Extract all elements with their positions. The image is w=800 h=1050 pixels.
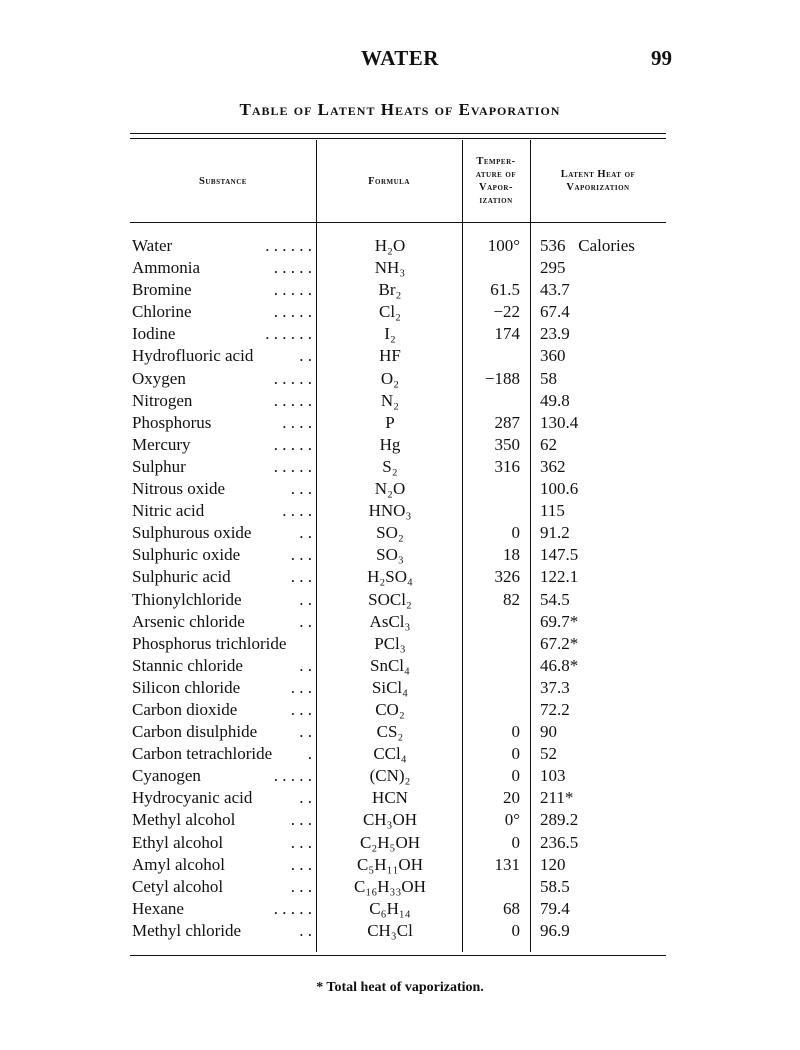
formula-cell: P — [385, 412, 395, 432]
temperature-cell: 131 — [494, 854, 520, 874]
leader-dots: . . . — [290, 832, 312, 852]
substance-cell — [132, 390, 312, 412]
table-row — [0, 368, 800, 390]
formula-cell: C₅H₁₁OH — [357, 854, 423, 874]
temperature-cell: 350 — [494, 434, 520, 454]
table-row — [0, 699, 800, 721]
leader-dots: . . . — [290, 810, 312, 830]
leader-dots: . . . . . — [273, 434, 312, 454]
table-row — [0, 721, 800, 743]
substance-cell — [132, 611, 312, 633]
substance-cell — [132, 323, 312, 345]
formula-cell: SOCl₂ — [368, 589, 412, 609]
substance-cell — [132, 522, 312, 544]
table-row — [0, 235, 800, 257]
temperature-cell: 82 — [503, 589, 520, 609]
footnote: * Total heat of vaporization. — [316, 980, 484, 995]
leader-dots: . . . — [290, 876, 312, 896]
formula-cell: CH₃OH — [362, 810, 418, 830]
formula-cell: HNO₃ — [368, 501, 412, 521]
latent-heat-cell: 79.4 — [540, 898, 570, 918]
substance-cell — [132, 279, 312, 301]
header-temperature-line: ization — [479, 195, 513, 206]
temperature-cell: 287 — [494, 412, 520, 432]
latent-heat-cell: 90 — [540, 722, 557, 742]
substance-cell — [132, 721, 312, 743]
substance-cell — [132, 809, 312, 831]
leader-dots: . . . . . — [273, 456, 312, 476]
table-row — [0, 345, 800, 367]
table-row — [0, 544, 800, 566]
table-row — [0, 854, 800, 876]
table-row — [0, 677, 800, 699]
header-substance: Substance — [199, 176, 247, 187]
temperature-cell: −188 — [484, 368, 520, 388]
substance-name: Nitrous oxide — [132, 479, 229, 498]
substance-cell — [132, 500, 312, 522]
formula-cell: AsCl₃ — [369, 611, 411, 631]
leader-dots: . . . — [290, 545, 312, 565]
latent-heat-cell: 67.2* — [540, 633, 579, 653]
latent-heat-cell: 115 — [540, 501, 565, 521]
formula-cell: SO₃ — [376, 545, 404, 565]
formula-cell: CCl₄ — [373, 744, 407, 764]
formula-cell: CH₃Cl — [367, 920, 413, 940]
leader-dots: . . . . — [282, 412, 312, 432]
formula-cell: C₆H₁₄ — [369, 898, 411, 918]
substance-name: Sulphur — [132, 457, 190, 476]
substance-name: Iodine — [132, 324, 179, 343]
substance-cell — [132, 787, 312, 809]
table-row — [0, 257, 800, 279]
substance-cell — [132, 434, 312, 456]
substance-name: Bromine — [132, 280, 196, 299]
substance-name: Water — [132, 236, 176, 255]
top-rule — [130, 133, 666, 134]
temperature-cell: 0 — [511, 766, 520, 786]
substance-name: Cyanogen — [132, 766, 205, 785]
leader-dots: . . — [299, 523, 312, 543]
table-row — [0, 566, 800, 588]
latent-heat-cell: 100.6 — [540, 479, 579, 499]
leader-dots: . . . . . — [273, 390, 312, 410]
latent-heat-cell: 147.5 — [540, 545, 579, 565]
latent-heat-cell: 120 — [540, 854, 566, 874]
substance-name: Ethyl alcohol — [132, 833, 227, 852]
leader-dots: . . . . — [282, 501, 312, 521]
table-row — [0, 787, 800, 809]
substance-cell — [132, 345, 312, 367]
latent-heat-cell: 58.5 — [540, 876, 570, 896]
latent-heat-cell: 58 — [540, 368, 557, 388]
table-row — [0, 876, 800, 898]
top-rule-second — [130, 138, 666, 139]
header-temperature-line: ature of — [475, 169, 517, 180]
substance-cell — [132, 589, 312, 611]
substance-cell — [132, 301, 312, 323]
substance-cell — [132, 898, 312, 920]
latent-heat-cell: 96.9 — [540, 920, 570, 940]
table-row — [0, 500, 800, 522]
latent-heat-cell: 43.7 — [540, 280, 570, 300]
substance-name: Carbon dioxide — [132, 700, 241, 719]
formula-cell: Hg — [379, 434, 401, 454]
substance-name: Phosphorus trichloride — [132, 634, 290, 653]
substance-cell — [132, 478, 312, 500]
leader-dots: . . . . . — [273, 258, 312, 278]
substance-cell — [132, 368, 312, 390]
leader-dots: . — [307, 744, 312, 764]
leader-dots: . . . . . — [273, 368, 312, 388]
latent-heat-cell: 211* — [540, 788, 574, 808]
table-row — [0, 478, 800, 500]
latent-heat-cell: 236.5 — [540, 832, 579, 852]
latent-heat-cell: 72.2 — [540, 699, 570, 719]
formula-cell: (CN)₂ — [369, 766, 411, 786]
substance-cell — [132, 920, 312, 942]
substance-cell — [132, 765, 312, 787]
latent-heat-cell: 54.5 — [540, 589, 570, 609]
leader-dots: . . . . . . — [265, 236, 312, 255]
latent-heat-cell: 52 — [540, 744, 557, 764]
leader-dots: . . . . . — [273, 280, 312, 300]
substance-name: Chlorine — [132, 302, 196, 321]
table-row — [0, 832, 800, 854]
formula-cell: HF — [379, 346, 401, 366]
temperature-cell: 20 — [503, 788, 520, 808]
substance-name: Nitrogen — [132, 391, 196, 410]
header-temperature-line: Temper- — [476, 156, 516, 167]
temperature-cell: −22 — [493, 302, 520, 322]
chapter-title: WATER — [361, 46, 439, 70]
temperature-cell: 100° — [487, 236, 520, 255]
leader-dots: . . — [299, 611, 312, 631]
formula-cell: SnCl₄ — [370, 655, 410, 675]
temperature-cell: 0° — [504, 810, 520, 830]
table-body — [0, 235, 800, 942]
table-row — [0, 390, 800, 412]
substance-cell — [132, 412, 312, 434]
leader-dots: . . — [299, 589, 312, 609]
substance-name: Stannic chloride — [132, 656, 247, 675]
substance-cell — [132, 235, 312, 257]
table-row — [0, 412, 800, 434]
substance-name: Ammonia — [132, 258, 204, 277]
formula-cell: CS₂ — [376, 722, 404, 742]
substance-cell — [132, 456, 312, 478]
leader-dots: . . — [299, 788, 312, 808]
temperature-cell: 316 — [494, 456, 520, 476]
substance-cell — [132, 544, 312, 566]
formula-cell: PCl₃ — [374, 633, 406, 653]
table-row — [0, 809, 800, 831]
substance-cell — [132, 677, 312, 699]
page-number: 99 — [651, 46, 672, 70]
substance-cell — [132, 854, 312, 876]
table-row — [0, 633, 800, 655]
latent-heat-cell: 122.1 — [540, 567, 579, 587]
substance-name: Methyl alcohol — [132, 810, 239, 829]
bottom-rule — [130, 955, 666, 956]
substance-name: Hydrofluoric acid — [132, 346, 257, 365]
header-latent-heat-line: Latent Heat of — [560, 169, 636, 180]
table-row — [0, 765, 800, 787]
substance-name: Arsenic chloride — [132, 612, 249, 631]
latent-heat-cell: 67.4 — [540, 302, 570, 322]
substance-name: Oxygen — [132, 369, 190, 388]
leader-dots: . . — [299, 346, 312, 366]
table-row — [0, 434, 800, 456]
formula-cell: N₂ — [380, 390, 400, 410]
substance-cell — [132, 655, 312, 677]
substance-name: Carbon disulphide — [132, 722, 261, 741]
formula-cell: H₂O — [374, 236, 406, 255]
header-temperature-line: Vapor- — [479, 182, 513, 193]
formula-cell: N₂O — [374, 479, 406, 499]
formula-cell: NH₃ — [374, 258, 406, 278]
substance-cell — [132, 876, 312, 898]
substance-name: Phosphorus — [132, 413, 215, 432]
substance-cell — [132, 832, 312, 854]
substance-name: Sulphuric oxide — [132, 545, 244, 564]
formula-cell: C₁₆H₃₃OH — [354, 876, 426, 896]
latent-heat-cell: 103 — [540, 766, 566, 786]
substance-name: Sulphurous oxide — [132, 523, 255, 542]
latent-heat-cell: 46.8* — [540, 655, 579, 675]
table-row — [0, 279, 800, 301]
leader-dots: . . . — [290, 854, 312, 874]
latent-heat-cell: 37.3 — [540, 677, 570, 697]
leader-dots: . . — [299, 655, 312, 675]
formula-cell: H₂SO₄ — [367, 567, 413, 587]
temperature-cell: 326 — [494, 567, 520, 587]
header-latent-heat — [530, 168, 666, 194]
substance-cell — [132, 633, 312, 655]
formula-cell: O₂ — [380, 368, 400, 388]
substance-cell — [132, 566, 312, 588]
formula-cell: Br₂ — [378, 280, 402, 300]
table-title: Table of Latent Heats of Evaporation — [239, 100, 561, 119]
formula-cell: SiCl₄ — [371, 677, 409, 697]
leader-dots: . . . — [290, 677, 312, 697]
latent-heat-cell: 130.4 — [540, 412, 579, 432]
leader-dots: . . . — [290, 567, 312, 587]
leader-dots: . . . . . . — [265, 324, 312, 344]
header-latent-heat-line: Vaporization — [566, 182, 630, 193]
temperature-cell: 61.5 — [490, 280, 520, 300]
leader-dots: . . . . . — [273, 766, 312, 786]
latent-heat-cell: 62 — [540, 434, 557, 454]
substance-name: Hexane — [132, 899, 188, 918]
substance-name: Nitric acid — [132, 501, 208, 520]
table-row — [0, 589, 800, 611]
substance-cell — [132, 743, 312, 765]
temperature-cell: 0 — [511, 832, 520, 852]
table-row — [0, 456, 800, 478]
substance-name: Mercury — [132, 435, 195, 454]
latent-heat-cell: 69.7* — [540, 611, 579, 631]
substance-name: Amyl alcohol — [132, 855, 229, 874]
latent-heat-cell: 360 — [540, 346, 566, 366]
header-rule — [130, 222, 666, 223]
latent-heat-cell: 91.2 — [540, 523, 570, 543]
latent-heat-cell: 23.9 — [540, 324, 570, 344]
substance-name: Silicon chloride — [132, 678, 244, 697]
table-row — [0, 920, 800, 942]
substance-cell — [132, 257, 312, 279]
latent-heat-cell: 295 — [540, 258, 566, 278]
formula-cell: Cl₂ — [379, 302, 401, 322]
table-row — [0, 743, 800, 765]
temperature-cell: 0 — [511, 920, 520, 940]
substance-cell — [132, 699, 312, 721]
header-temperature — [462, 155, 530, 207]
temperature-cell: 0 — [511, 523, 520, 543]
formula-cell: HCN — [372, 788, 408, 808]
table-row — [0, 898, 800, 920]
leader-dots: . . . — [290, 479, 312, 499]
leader-dots: . . — [299, 722, 312, 742]
table-row — [0, 611, 800, 633]
header-formula: Formula — [368, 176, 410, 187]
table-row — [0, 301, 800, 323]
substance-name: Thionylchloride — [132, 590, 246, 609]
formula-cell: C₂H₅OH — [359, 832, 421, 852]
table-row — [0, 522, 800, 544]
formula-cell: CO₂ — [375, 699, 405, 719]
leader-dots: . . — [299, 920, 312, 940]
latent-heat-cell: 362 — [540, 456, 566, 476]
temperature-cell: 18 — [503, 545, 520, 565]
substance-name: Sulphuric acid — [132, 567, 235, 586]
table-row — [0, 323, 800, 345]
latent-heat-cell: 49.8 — [540, 390, 570, 410]
substance-name: Carbon tetrachloride — [132, 744, 276, 763]
substance-name: Methyl chloride — [132, 921, 245, 940]
latent-heat-cell: 289.2 — [540, 810, 579, 830]
formula-cell: I₂ — [384, 324, 396, 344]
temperature-cell: 0 — [511, 744, 520, 764]
substance-name: Cetyl alcohol — [132, 877, 227, 896]
temperature-cell: 174 — [494, 324, 520, 344]
leader-dots: . . . . . — [273, 302, 312, 322]
temperature-cell: 68 — [503, 898, 520, 918]
leader-dots: . . . — [290, 699, 312, 719]
table-row — [0, 655, 800, 677]
formula-cell: S₂ — [382, 456, 398, 476]
temperature-cell: 0 — [511, 722, 520, 742]
substance-name: Hydrocyanic acid — [132, 788, 256, 807]
latent-heat-cell: 536 Calories — [540, 236, 635, 255]
running-head — [0, 46, 800, 76]
leader-dots: . . . . . — [273, 898, 312, 918]
formula-cell: SO₂ — [376, 523, 404, 543]
